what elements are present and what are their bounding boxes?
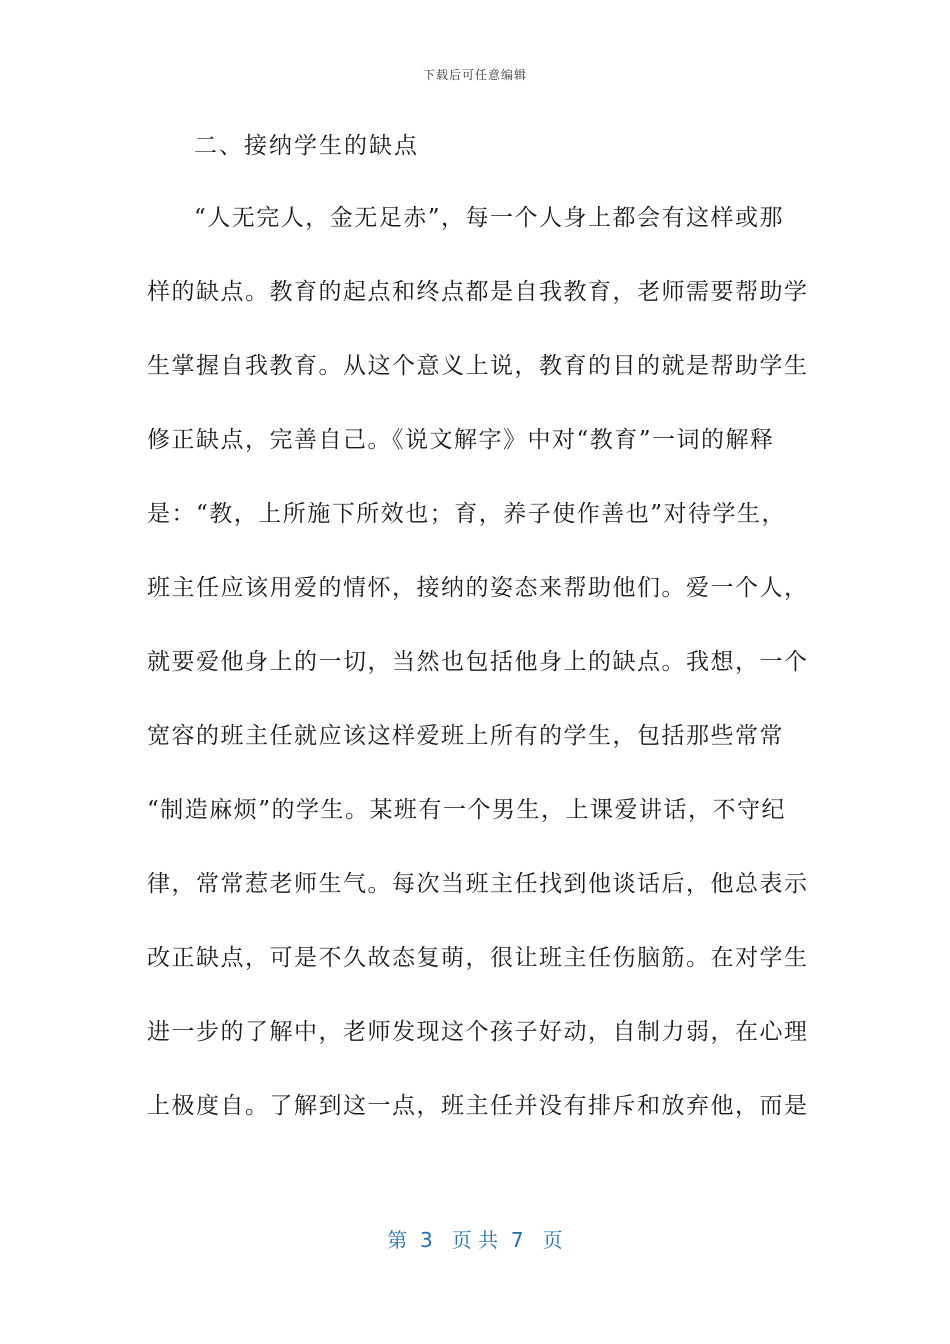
page-header: 下载后可任意编辑 <box>422 68 527 82</box>
body-line: 进一步的了解中，老师发现这个孩子好动，自制力弱，在心理 <box>147 1019 809 1045</box>
body-line: 班主任应该用爱的情怀，接纳的姿态来帮助他们。爱一个人， <box>147 575 809 601</box>
body-line: “人无完人，金无足赤”，每一个人身上都会有这样或那 <box>194 205 785 231</box>
section-heading: 二、接纳学生的缺点 <box>194 133 419 159</box>
body-line: 就要爱他身上的一切，当然也包括他身上的缺点。我想，一个 <box>147 649 809 675</box>
body-line: 修正缺点，完善自己。《说文解字》中对“教育”一词的解释 <box>147 427 775 453</box>
body-line: 是：“教，上所施下所效也；育，养子使作善也”对待学生， <box>147 501 787 527</box>
body-line: 上极度自。了解到这一点，班主任并没有排斥和放弃他，而是 <box>147 1093 809 1119</box>
body-line: 样的缺点。教育的起点和终点都是自我教育，老师需要帮助学 <box>147 279 809 305</box>
body-line: 宽容的班主任就应该这样爱班上所有的学生，包括那些常常 <box>147 723 784 749</box>
body-line: 改正缺点，可是不久故态复萌，很让班主任伤脑筋。在对学生 <box>147 945 809 971</box>
body-line: 生掌握自我教育。从这个意义上说，教育的目的就是帮助学生 <box>147 353 809 379</box>
body-line: “制造麻烦”的学生。某班有一个男生，上课爱讲话，不守纪 <box>147 797 787 823</box>
body-line: 律，常常惹老师生气。每次当班主任找到他谈话后，他总表示 <box>147 871 809 897</box>
page-footer: 第 3 页 共 7 页 <box>387 1228 563 1252</box>
